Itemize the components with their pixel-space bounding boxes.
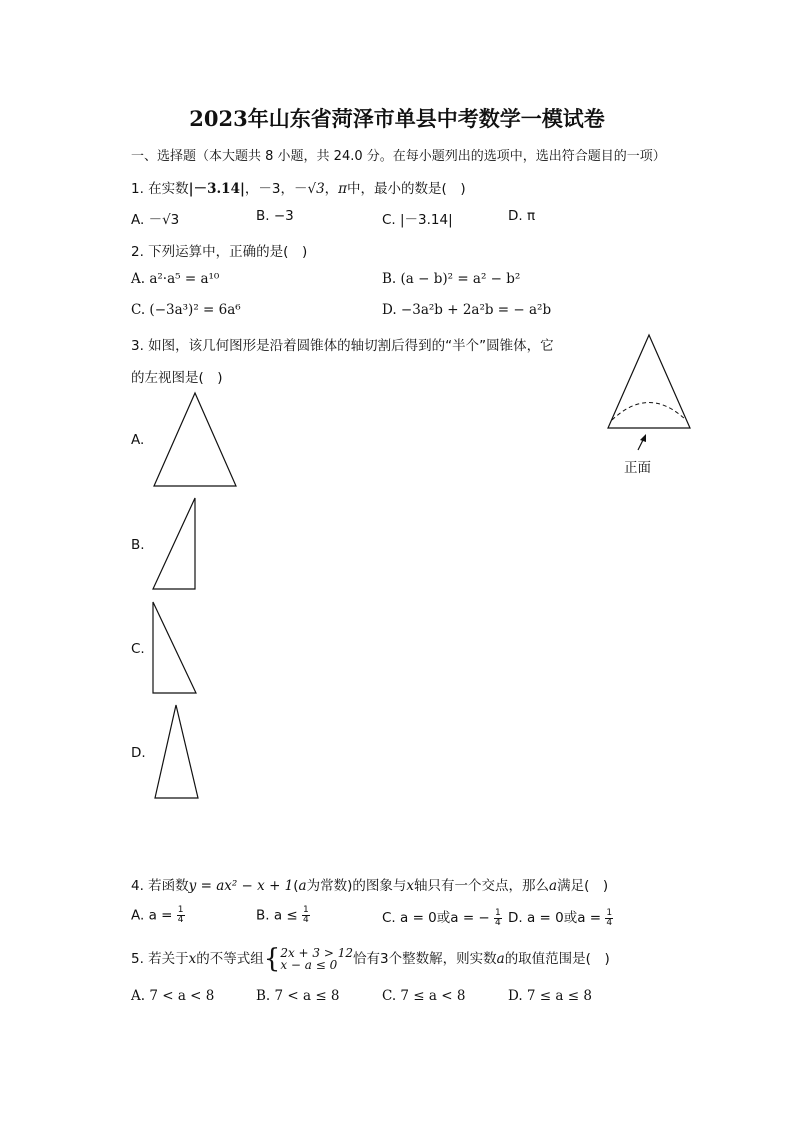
q4-option-b[interactable]	[256, 906, 310, 925]
q5-text-b: 的不等式组	[196, 951, 264, 967]
q3-option-c[interactable]: C.	[131, 641, 145, 657]
q4-a-num: 1	[177, 905, 184, 915]
q4-text-d: 轴只有一个交点，那么	[414, 878, 550, 894]
q4-text-a: 4. 若函数	[131, 878, 189, 894]
q5-text-a: 5. 若关于	[131, 951, 189, 967]
q5-text-c: 恰有3个整数解，则实数	[353, 951, 497, 967]
q4-text-e: 满足( )	[557, 878, 609, 894]
q3-option-b[interactable]: B.	[131, 537, 145, 553]
q4-a-den: 4	[177, 915, 184, 925]
q4-var-x: x	[406, 878, 415, 894]
question-5-stem	[131, 946, 610, 972]
q3-option-a[interactable]: A.	[131, 432, 145, 448]
question-2-stem: 2. 下列运算中，正确的是( )	[131, 244, 308, 260]
q1-option-b[interactable]: B. −3	[256, 208, 294, 224]
question-3-line-1: 3. 如图，该几何图形是沿着圆锥体的轴切割后得到的“半个”圆锥体，它	[131, 338, 554, 354]
q1-abs: |－3.14|	[188, 181, 245, 197]
q5-brace: {	[263, 944, 281, 974]
q1-text-b: ，－3，－	[244, 181, 308, 197]
q1-text-d: 中，最小的数是( )	[347, 181, 466, 197]
q4-c-den: 4	[495, 917, 501, 928]
narrow-triangle-shape	[155, 705, 198, 798]
q4-a-fraction	[177, 906, 185, 925]
q4-c-text: C. a = 0或a = −	[382, 910, 490, 926]
q4-var-a: a	[298, 878, 307, 894]
q4-function: y = ax² − x + 1	[188, 878, 294, 894]
q4-option-d[interactable]	[508, 906, 613, 928]
q4-d-num: 1	[606, 907, 613, 918]
q5-option-a[interactable]: A. 7 < a < 8	[131, 988, 215, 1004]
question-4-stem	[131, 874, 608, 894]
q5-option-b[interactable]: B. 7 < a ≤ 8	[256, 988, 340, 1004]
q4-b-text: B. a ≤	[256, 907, 298, 924]
q2-option-b[interactable]: B. (a − b)² = a² − b²	[382, 271, 521, 287]
q4-var-a-2: a	[549, 878, 558, 894]
q4-text-b: (	[293, 878, 299, 894]
q4-a-text: A. a =	[131, 907, 173, 924]
q1-option-d[interactable]: D. π	[508, 208, 536, 224]
page-title: 2023年山东省菏泽市单县中考数学一模试卷	[189, 106, 605, 131]
q5-option-d[interactable]: D. 7 ≤ a ≤ 8	[508, 988, 592, 1004]
q5-text-d: 的取值范围是( )	[504, 951, 610, 967]
q1-option-c[interactable]: C. |－3.14|	[382, 212, 453, 228]
q4-b-den: 4	[303, 915, 309, 925]
q4-option-c[interactable]	[382, 906, 502, 928]
q4-c-fraction	[494, 909, 502, 928]
q1-sqrt: √3	[307, 181, 325, 197]
q4-d-den: 4	[606, 917, 613, 928]
q2-option-a[interactable]: A. a²·a⁵ = a¹⁰	[131, 271, 220, 287]
section-heading: 一、选择题（本大题共 8 小题，共 24.0 分。在每小题列出的选项中，选出符合题目的一项）	[131, 149, 666, 164]
q4-d-text: D. a = 0或a =	[508, 910, 602, 926]
q2-option-c[interactable]: C. (−3a³)² = 6a⁶	[131, 302, 241, 318]
q5-inequality-system	[280, 947, 353, 971]
q1-pi: π	[338, 181, 348, 197]
q5-var-x: x	[188, 951, 197, 967]
q4-text-c: 为常数)的图象与	[306, 878, 407, 894]
q2-option-d[interactable]: D. −3a²b + 2a²b = − a²b	[382, 302, 552, 318]
q1-text-c: ，	[324, 181, 339, 197]
q3-option-d[interactable]: D.	[131, 745, 146, 761]
q1-text-a: 1. 在实数	[131, 181, 189, 197]
question-3-line-2: 的左视图是( )	[131, 370, 223, 386]
q5-var-a: a	[496, 951, 505, 967]
front-label: 正面	[624, 460, 651, 476]
q4-b-fraction	[302, 906, 310, 925]
q1-option-a[interactable]: A. －√3	[131, 212, 180, 228]
q4-d-fraction	[605, 909, 613, 928]
q5-inequality-1: 2x + 3 > 12	[280, 946, 354, 960]
q4-b-num: 1	[303, 905, 309, 915]
q4-option-a[interactable]	[131, 906, 185, 925]
q5-inequality-2: x − a ≤ 0	[280, 958, 338, 972]
q4-c-num: 1	[495, 907, 501, 918]
q5-option-c[interactable]: C. 7 ≤ a < 8	[382, 988, 466, 1004]
